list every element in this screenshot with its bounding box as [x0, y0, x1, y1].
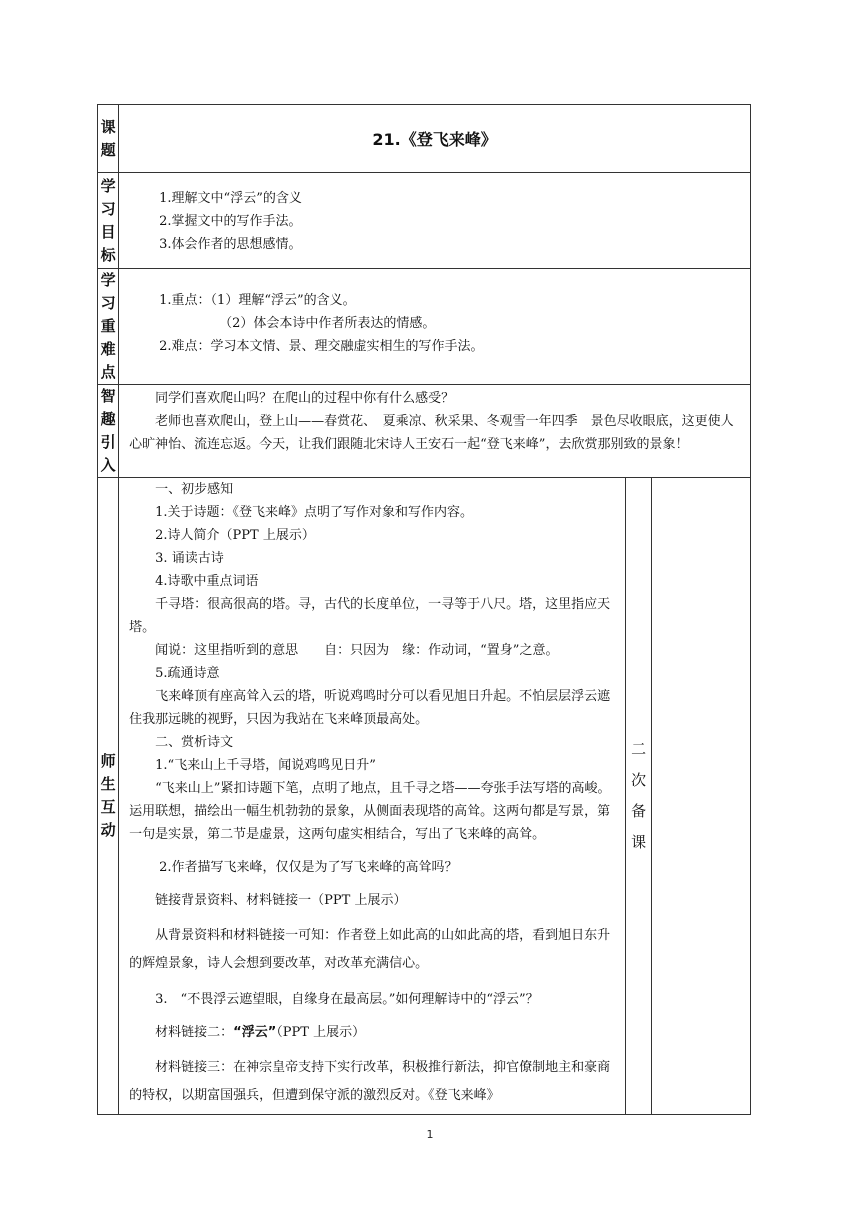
keypoints-content	[119, 269, 751, 385]
objective-item: 3.体会作者的思想感情。	[159, 237, 302, 252]
label-intro: 智 趣 引 入	[98, 385, 119, 478]
label-interaction: 师 生 互 动	[98, 478, 119, 1115]
interaction-content: 一、初步感知 1.关于诗题：《登飞来峰》点明了写作对象和写作内容。 2.诗人简介（PPT 上展示） 3. 诵读古诗 4.诗歌中重点词语 千寻塔：很高很高的塔。寻，古代的长度单位，一寻等于八尺。塔，这里指应天塔。 闻说：这里指听到的意思 自：只因为 缘：作动词，“置身”之意。 5.疏通诗意 飞来峰顶有座高耸入云的塔，听说鸡鸣时分可以看见旭日升起。不怕层层浮云遮住我那远眺的视野，只因为我站在飞来峰顶最高处。 二、赏析诗文 1.“飞来山上千寻塔，闻说鸡鸣见日升” “飞来山上”紧扣诗题下笔，点明了地点，且千寻之塔——夸张手法写塔的高峻。运用联想，描绘出一幅生机勃勃的景象，从侧面表现塔的高耸。这两句都是写景，第一句是实景，第二节是虚景，这两句虚实相结合，写出了飞来峰的高耸。 2.作者描写飞来峰，仅仅是为了写飞来峰的高耸吗？ 链接背景资料、材料链接一（PPT 上展示） 从背景资料和材料链接一可知：作者登上如此高的山如此高的塔，看到旭日东升的辉煌景象，诗人会想到要改革，对改革充满信心。 3. “不畏浮云遮望眼，自缘身在最高层。”如何理解诗中的“浮云”？ 材料链接二：“浮云”（PPT 上展示） 材料链接三：在神宗皇帝支持下实行改革，积极推行新法，抑官僚制地主和豪商的特权，以期富国强兵，但遭到保守派的激烈反对。《登飞来峰》	[119, 478, 626, 1115]
row-intro	[98, 385, 751, 478]
intro-paragraph: 同学们喜欢爬山吗？在爬山的过程中你有什么感受？	[155, 391, 455, 406]
intro-paragraph: 老师也喜欢爬山，登上山——春赏花、 夏乘凉、秋采果、冬观雪一年四季 景色尽收眼底，这更使人心旷神怡、流连忘返。今天，让我们跟随北宋诗人王安石一起“登飞来峰”，去欣赏那别致的景象！	[129, 414, 734, 452]
section-heading: 二、赏析诗文	[155, 735, 234, 750]
lesson-plan-table	[97, 104, 751, 1115]
objectives-content	[119, 173, 751, 269]
second-prep-notes	[652, 478, 751, 1115]
intro-content	[119, 385, 751, 478]
section-heading: 一、初步感知	[155, 482, 234, 497]
label-keypoints: 学 习 重 难 点	[98, 269, 119, 385]
row-objectives	[98, 173, 751, 269]
row-interaction	[98, 478, 751, 1115]
keypoint-line: （2）体会本诗中作者所表达的情感。	[219, 316, 436, 331]
row-keypoints	[98, 269, 751, 385]
page-number: 1	[426, 1128, 434, 1141]
label-topic: 课 题	[98, 105, 119, 173]
second-prep-label: 二 次 备 课	[626, 478, 652, 1115]
label-objectives: 学 习 目 标	[98, 173, 119, 269]
row-topic	[98, 105, 751, 173]
objective-item: 2.掌握文中的写作手法。	[159, 214, 302, 229]
objective-item: 1.理解文中“浮云”的含义	[159, 191, 302, 206]
lesson-title: 21.《登飞来峰》	[119, 105, 751, 173]
keypoint-line: 1.重点：（1）理解“浮云”的含义。	[159, 293, 356, 308]
keypoint-line: 2.难点：学习本文情、景、理交融虚实相生的写作手法。	[159, 339, 484, 354]
